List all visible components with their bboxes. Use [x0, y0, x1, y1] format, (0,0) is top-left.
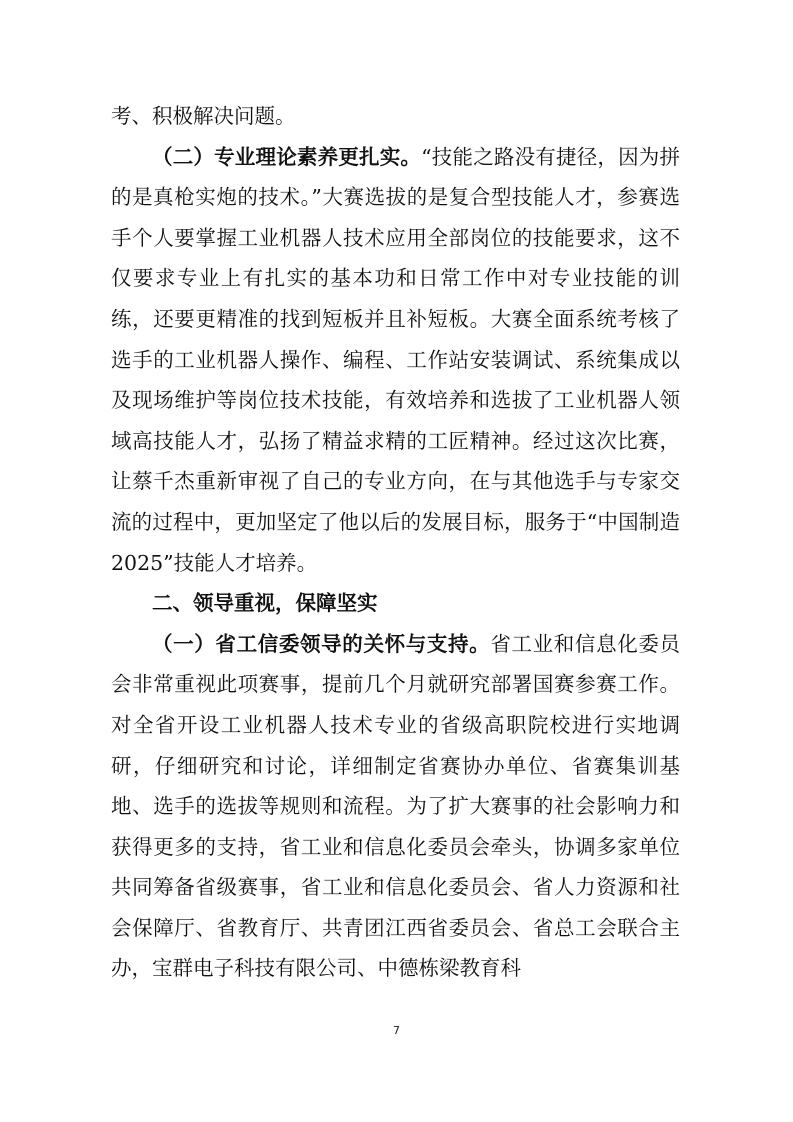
paragraph-leadership-support — [111, 624, 680, 989]
page-number: 7 — [393, 1024, 400, 1037]
paragraph-lead: （二）专业理论素养更扎实。 — [152, 144, 422, 169]
paragraph-text: 考、积极解决问题。 — [111, 104, 296, 128]
document-body — [111, 96, 680, 989]
section-heading: 二、领导重视，保障坚实 — [152, 591, 378, 616]
paragraph-text: “技能之路没有捷径，因为拼的是真枪实炮的技术。”大赛选拔的是复合型技能人才，参赛选手个人要掌握工业机器人技术应用全部岗位的技能要求，这不仅要求专业上有扎实的基本功和日常工作中对专业技能的训练，还要更精准的找到短板并且补短板。大赛全面系统考核了选手的工业机器人操作、编程、工作站安装调试、系统集成以及现场维护等岗位技术技能，有效培养和选拔了工业机器人领域高技能人才，弘扬了精益求精的工匠精神。经过这次比赛，让蔡千杰重新审视了自己的专业方向，在与其他选手与专家交流的过程中，更加坚定了他以后的发展目标，服务于“中国制造 2025”技能人才培养。 — [111, 144, 680, 575]
paragraph-lead: （一）省工信委领导的关怀与支持。 — [152, 631, 491, 656]
paragraph-continuation — [111, 96, 680, 137]
paragraph-text: 省工业和信息化委员会非常重视此项赛事，提前几个月就研究部署国赛参赛工作。对全省开设工业机器人技术专业的省级高职院校进行实地调研，仔细研究和讨论，详细制定省赛协办单位、省赛集训基地、选手的选拔等规则和流程。为了扩大赛事的社会影响力和获得更多的支持，省工业和信息化委员会牵头，协调多家单位共同筹备省级赛事，省工业和信息化委员会、省人力资源和社会保障厅、省教育厅、共青团江西省委员会、省总工会联合主办，宝群电子科技有限公司、中德栋梁教育科 — [111, 631, 681, 981]
paragraph-professional-theory — [111, 137, 680, 584]
